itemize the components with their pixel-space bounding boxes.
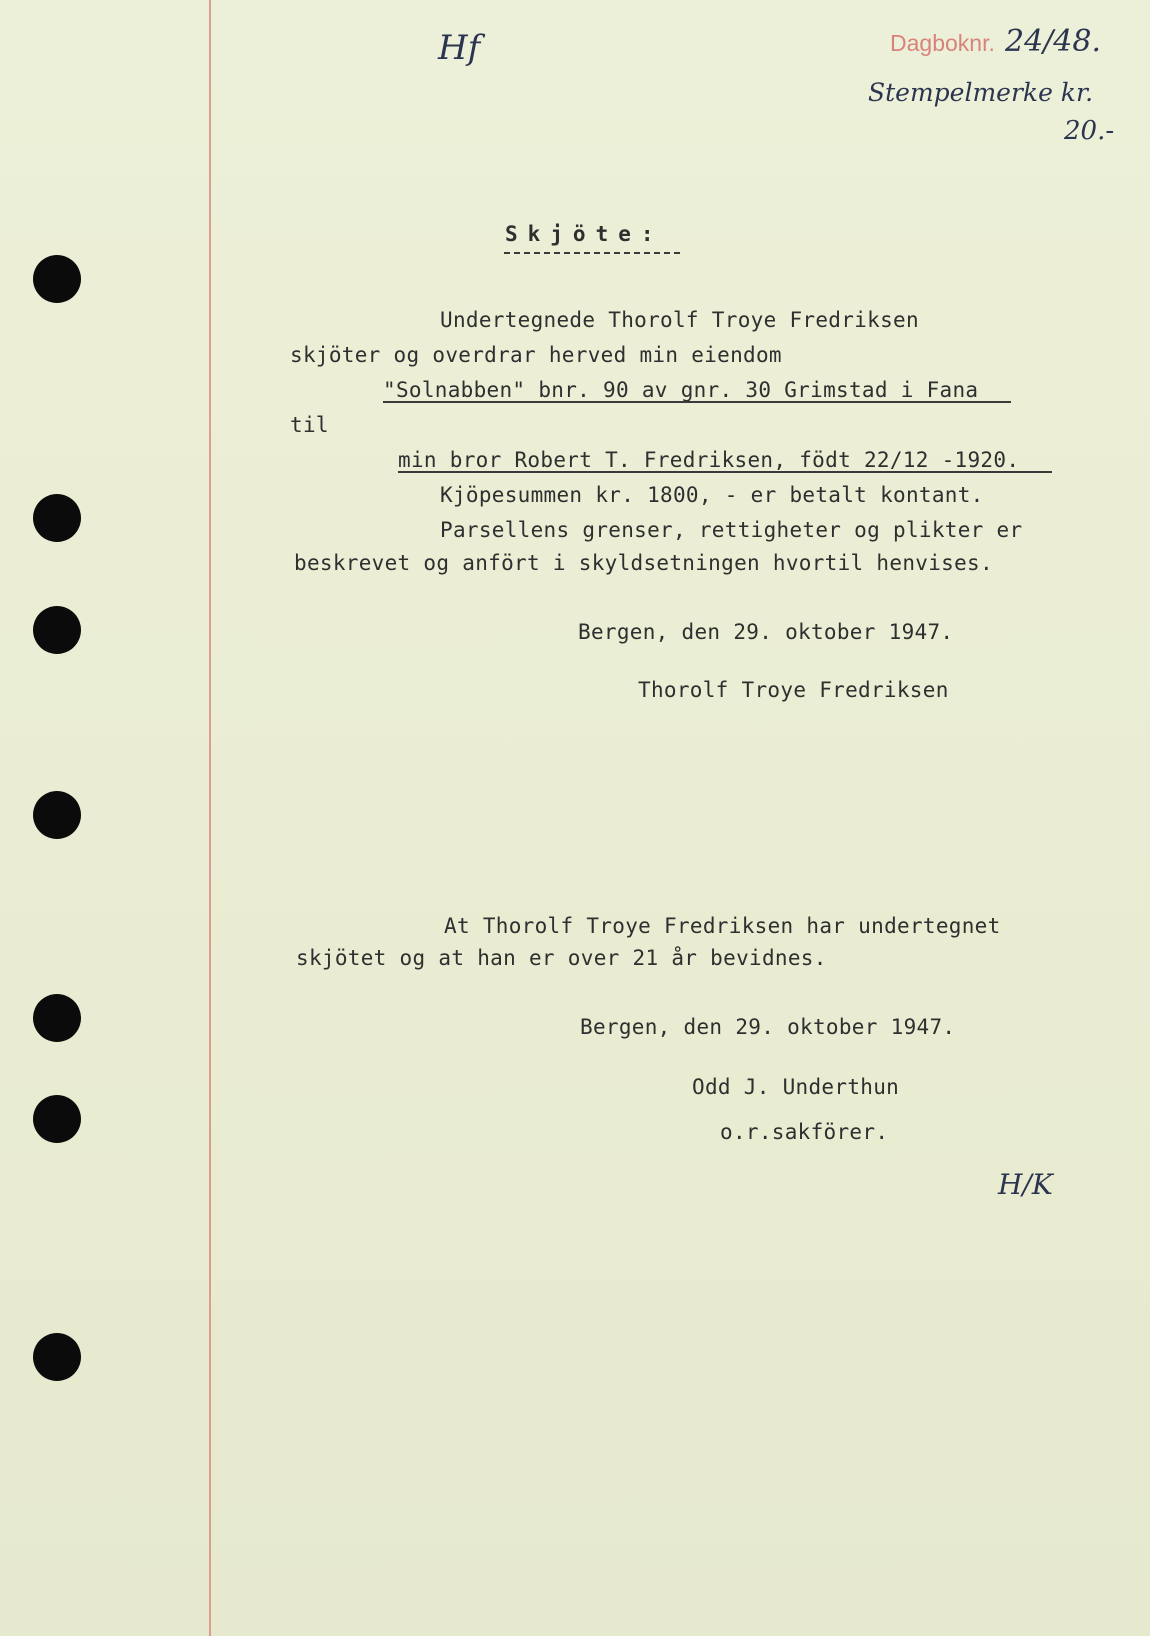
- bottom-initials-handwritten: H/K: [998, 1168, 1053, 1201]
- attestation-line-1: At Thorolf Troye Fredriksen har undertegnet: [444, 914, 1001, 938]
- deed-line-5-recipient: min bror Robert T. Fredriksen, födt 22/12 -1920.: [398, 448, 1020, 472]
- punch-hole: [33, 994, 81, 1042]
- deed-line-8: beskrevet og anfört i skyldsetningen hvortil henvises.: [294, 551, 993, 575]
- deed-place-date: Bergen, den 29. oktober 1947.: [578, 620, 954, 644]
- stamp-fee-label-handwritten: Stempelmerke kr.: [868, 78, 1094, 107]
- red-margin-line: [209, 0, 211, 1636]
- punch-hole: [33, 791, 81, 839]
- punch-hole: [33, 494, 81, 542]
- punch-hole: [33, 606, 81, 654]
- deed-line-4: til: [290, 413, 329, 437]
- property-underline: [383, 401, 1011, 403]
- deed-line-3-property: "Solnabben" bnr. 90 av gnr. 30 Grimstad i Fana: [383, 378, 979, 402]
- attestation-line-2: skjötet og at han er over 21 år bevidnes.: [296, 946, 827, 970]
- title-underline: [504, 252, 680, 254]
- deed-line-7: Parsellens grenser, rettigheter og plikter er: [440, 518, 1023, 542]
- recipient-underline: [398, 471, 1052, 473]
- attestation-signer: Odd J. Underthun: [692, 1075, 900, 1099]
- deed-title: Skjöte:: [505, 222, 664, 246]
- dagbok-stamp: Dagboknr.: [890, 30, 995, 56]
- attestation-signer-title: o.r.sakförer.: [720, 1120, 889, 1144]
- top-initials-handwritten: Hf: [438, 28, 481, 68]
- punch-hole: [33, 255, 81, 303]
- punch-hole: [33, 1095, 81, 1143]
- dagbok-number-handwritten: 24/48.: [1005, 24, 1101, 59]
- deed-line-2: skjöter og overdrar herved min eiendom: [290, 343, 782, 367]
- attestation-place-date: Bergen, den 29. oktober 1947.: [580, 1015, 956, 1039]
- deed-signature: Thorolf Troye Fredriksen: [638, 678, 949, 702]
- punch-hole: [33, 1333, 81, 1381]
- deed-line-6-price: Kjöpesummen kr. 1800, - er betalt kontant.: [440, 483, 984, 507]
- deed-line-1: Undertegnede Thorolf Troye Fredriksen: [440, 308, 919, 332]
- stamp-fee-amount-handwritten: 20.-: [1064, 116, 1115, 146]
